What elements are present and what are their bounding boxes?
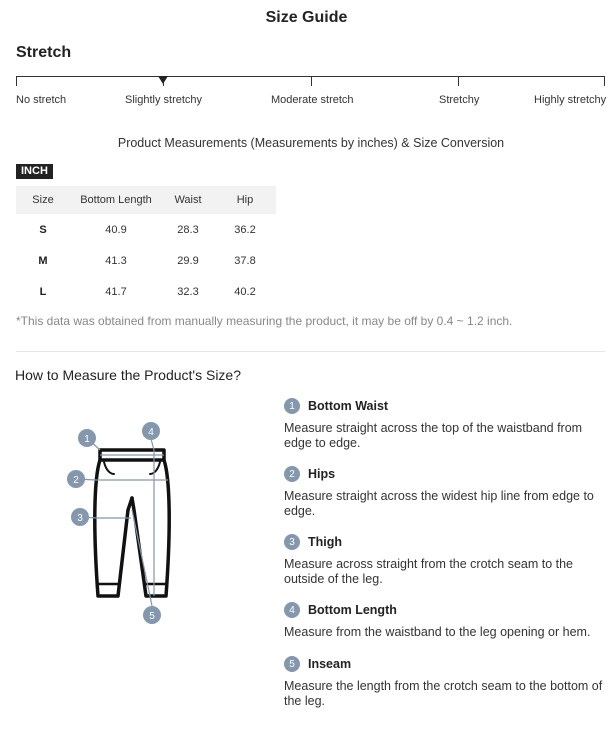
step-description: Measure straight across the top of the waistband from edge to edge. xyxy=(284,421,583,450)
column-header-bottom-length: Bottom Length xyxy=(70,186,162,214)
stretch-label-moderate-stretch: Moderate stretch xyxy=(271,94,354,106)
table-header-row xyxy=(16,186,276,214)
diagram-marker-2-label: 2 xyxy=(73,475,79,486)
bottom-length-cell: 40.9 xyxy=(105,223,127,236)
bottom-length-cell: 41.3 xyxy=(105,254,127,267)
size-cell: M xyxy=(38,254,48,267)
size-table xyxy=(16,186,276,307)
diagram-marker-3-label: 3 xyxy=(77,513,83,524)
step-title: Bottom Length xyxy=(308,603,397,617)
table-row xyxy=(16,214,276,245)
step-number-badge: 2 xyxy=(284,466,300,482)
hip-cell: 36.2 xyxy=(234,223,256,236)
step-title: Thigh xyxy=(308,535,343,549)
list-item xyxy=(284,396,609,464)
measurements-heading: Product Measurements (Measurements by inches) & Size Conversion xyxy=(117,136,505,150)
step-description: Measure from the waistband to the leg opening or hem. xyxy=(284,625,591,639)
step-number-badge: 5 xyxy=(284,656,300,672)
list-item xyxy=(284,600,609,654)
step-number-badge: 4 xyxy=(284,602,300,618)
diagram-marker-4-label: 4 xyxy=(148,427,154,438)
column-header-hip: Hip xyxy=(214,186,276,214)
hip-cell: 37.8 xyxy=(234,254,256,267)
step-title: Bottom Waist xyxy=(308,399,389,413)
measurement-footnote: *This data was obtained from manually measuring the product, it may be off by 0.4 ~ 1.2 inch. xyxy=(16,314,513,328)
step-description: Measure straight across the widest hip line from edge to edge. xyxy=(284,489,594,518)
list-item xyxy=(284,654,609,714)
stretch-tick-3 xyxy=(311,76,312,86)
list-item xyxy=(284,464,609,532)
waist-cell: 28.3 xyxy=(177,223,199,236)
pants-right-pocket xyxy=(150,462,160,474)
step-title: Inseam xyxy=(308,657,352,671)
stretch-scale xyxy=(16,76,605,86)
column-header-waist: Waist xyxy=(162,186,214,214)
step-description: Measure the length from the crotch seam to the bottom of the leg. xyxy=(284,679,603,708)
stretch-heading: Stretch xyxy=(16,44,72,61)
guide-inseam-line xyxy=(132,510,150,596)
table-row xyxy=(16,276,276,307)
step-description: Measure across straight from the crotch seam to the outside of the leg. xyxy=(284,557,574,586)
section-divider xyxy=(16,351,605,352)
size-cell: S xyxy=(39,223,47,236)
waist-cell: 32.3 xyxy=(177,285,199,298)
diagram-marker-1-label: 1 xyxy=(84,434,90,445)
column-header-size: Size xyxy=(16,186,70,214)
how-to-measure-heading: How to Measure the Product's Size? xyxy=(15,367,242,383)
hip-cell: 40.2 xyxy=(234,285,256,298)
list-item xyxy=(284,532,609,600)
page-title: Size Guide xyxy=(265,9,348,26)
bottom-length-cell: 41.7 xyxy=(105,285,127,298)
stretch-tick-4 xyxy=(458,76,459,86)
stretch-label-highly-stretchy: Highly stretchy xyxy=(534,94,607,106)
stretch-tick-5 xyxy=(604,76,605,86)
size-cell: L xyxy=(39,285,47,298)
unit-tab-inch[interactable]: INCH xyxy=(16,164,53,179)
step-number-badge: 3 xyxy=(284,534,300,550)
stretch-label-stretchy: Stretchy xyxy=(439,94,480,106)
measure-steps-list xyxy=(284,396,609,714)
step-title: Hips xyxy=(308,467,336,481)
pants-left-pocket xyxy=(104,462,114,474)
stretch-label-no-stretch: No stretch xyxy=(16,94,67,106)
waist-cell: 29.9 xyxy=(177,254,199,267)
pants-diagram-icon xyxy=(60,418,190,628)
stretch-tick-1 xyxy=(16,76,17,86)
step-number-badge: 1 xyxy=(284,398,300,414)
table-row xyxy=(16,245,276,276)
diagram-marker-5-label: 5 xyxy=(149,611,155,622)
stretch-label-slightly-stretchy: Slightly stretchy xyxy=(125,94,203,106)
stretch-selected-marker-icon xyxy=(158,76,168,84)
